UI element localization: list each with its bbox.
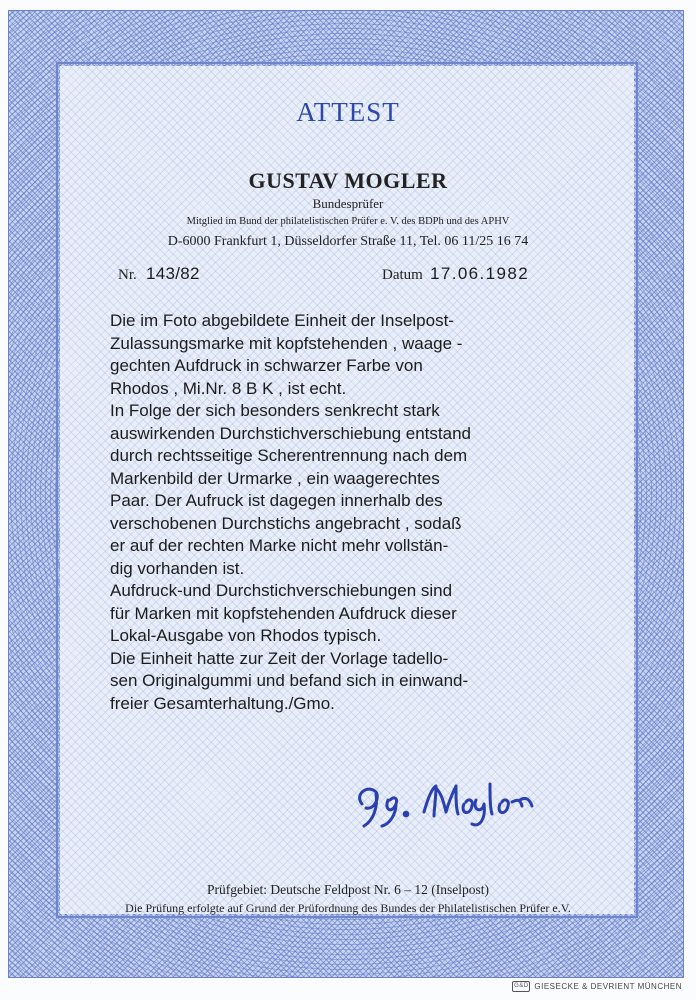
body-line: In Folge der sich besonders senkrecht stark	[110, 401, 440, 420]
printer-mark	[512, 981, 682, 992]
body-line: auswirkenden Durchstichverschiebung entstand	[110, 423, 471, 443]
address-line: D-6000 Frankfurt 1, Düsseldorfer Straße 11, Tel. 06 11/25 16 74	[167, 234, 529, 249]
certificate-body	[110, 310, 610, 715]
body-line: Markenbild der Urmarke , ein waagerechtes	[110, 468, 440, 488]
date-label: Datum	[382, 267, 423, 283]
body-line: freier Gesamterhaltung./Gmo.	[110, 693, 335, 713]
handwritten-signature	[350, 770, 570, 830]
body-line: Die im Foto abgebildete Einheit der Inselpost-	[110, 311, 454, 330]
body-line: Paar. Der Aufruck ist dagegen innerhalb des	[110, 491, 443, 510]
body-line: Die Einheit hatte zur Zeit der Vorlage tadello-	[110, 648, 449, 668]
certificate-number: 143/82	[146, 264, 200, 283]
body-line: dig vorhanden ist.	[110, 558, 245, 578]
printer-logo-icon: G&D	[512, 981, 530, 992]
printer-name: GIESECKE & DEVRIENT MÜNCHEN	[534, 982, 682, 991]
body-line: Rhodos , Mi.Nr. 8 B K , ist echt.	[110, 378, 347, 398]
exam-area: Prüfgebiet: Deutsche Feldpost Nr. 6 – 12 (Inselpost)	[207, 882, 489, 897]
body-line: Lokal-Ausgabe von Rhodos typisch.	[110, 626, 382, 645]
body-line: sen Originalgummi und befand sich in einwand-	[110, 671, 469, 690]
certificate-date: 17.06.1982	[430, 264, 530, 283]
nr-label: Nr.	[118, 267, 137, 283]
body-line: Zulassungsmarke mit kopfstehenden , waage -	[110, 333, 463, 353]
body-line: er auf der rechten Marke nicht mehr vollstän-	[110, 536, 449, 555]
body-line: durch rechtsseitige Scherentrennung nach dem	[110, 446, 468, 465]
expert-name: GUSTAV MOGLER	[248, 168, 448, 193]
membership-line: Mitglied im Bund der philatelistischen Prüfer e. V. des BDPh und des APHV	[186, 216, 510, 227]
body-line: für Marken mit kopfstehenden Aufdruck dieser	[110, 603, 457, 623]
expert-role: Bundesprüfer	[312, 196, 384, 211]
body-line: gechten Aufdruck in schwarzer Farbe von	[110, 356, 423, 375]
body-line: verschobenen Durchstichs angebracht , sodaß	[110, 513, 462, 533]
body-line: Aufdruck-und Durchstichverschiebungen sind	[110, 581, 453, 600]
exam-basis: Die Prüfung erfolgte auf Grund der Prüfordnung des Bundes der Philatelistischen Prüfer e.V.	[125, 901, 571, 915]
certificate-title: ATTEST	[296, 97, 400, 127]
